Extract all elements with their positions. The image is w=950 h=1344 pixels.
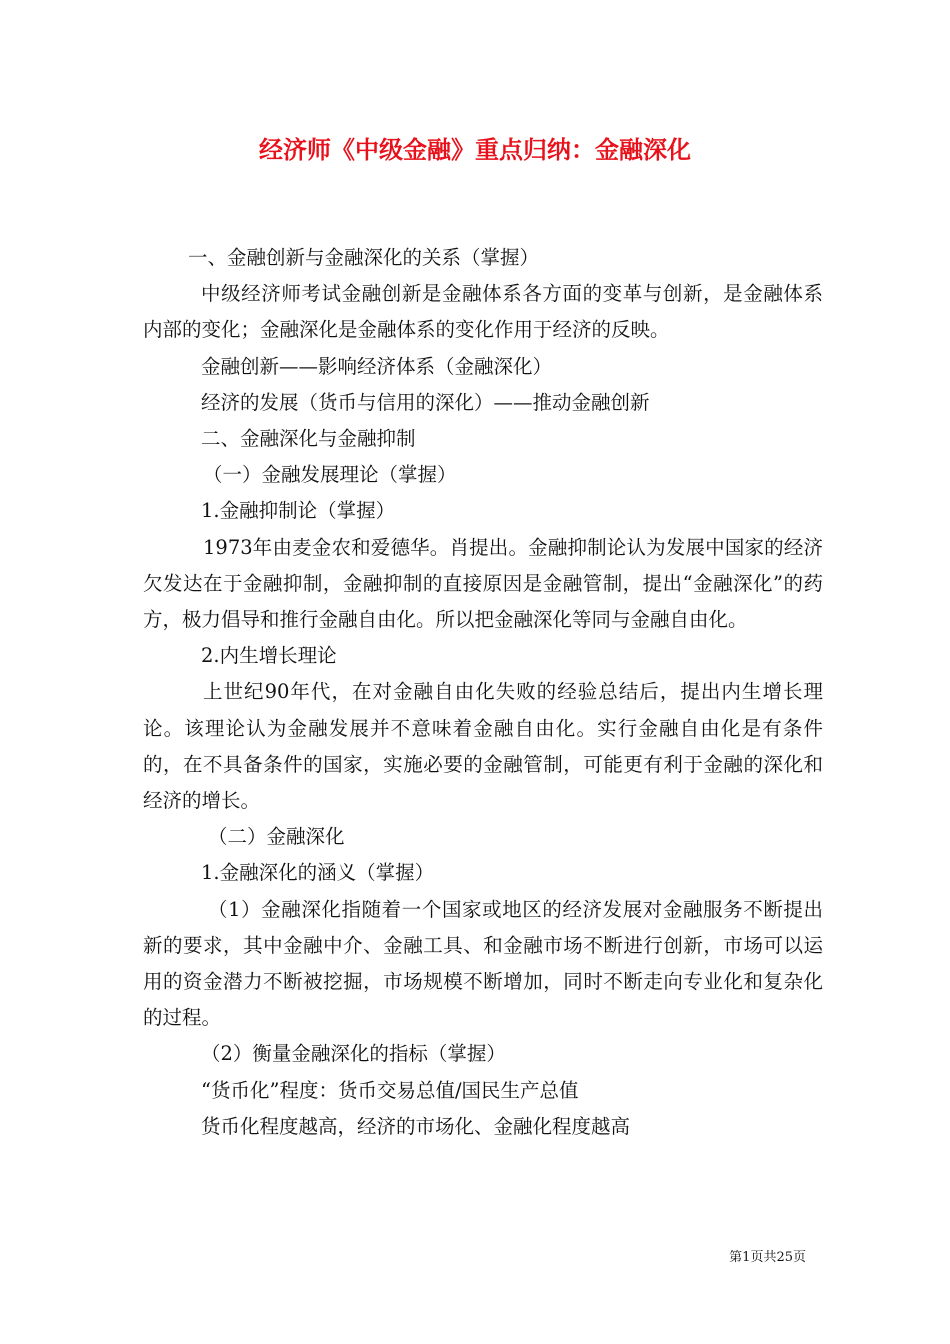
paragraph: 上世纪90年代，在对金融自由化失败的经验总结后，提出内生增长理论。该理论认为金融发展并不意味着金融自由化。实行金融自由化是有条件的，在不具备条件的国家，实施必要的金融管制，可能更有利于金融的深化和经济的增长。 xyxy=(143,680,823,813)
paragraph: （1）金融深化指随着一个国家或地区的经济发展对金融服务不断提出新的要求，其中金融中介、金融工具、和金融市场不断进行创新，市场可以运用的资金潜力不断被挖掘，市场规模不断增加，同时不断走向专业化和复杂化的过程。 xyxy=(143,897,823,1030)
item-heading: 1.金融深化的涵义（掌握） xyxy=(201,861,435,885)
subsection-heading: （一）金融发展理论（掌握） xyxy=(203,463,457,487)
paragraph: 经济的发展（货币与信用的深化）——推动金融创新 xyxy=(201,390,650,414)
paragraph: 货币化程度越高，经济的市场化、金融化程度越高 xyxy=(201,1114,631,1138)
paragraph: “货币化”程度：货币交易总值/国民生产总值 xyxy=(201,1078,579,1102)
document-title: 经济师《中级金融》重点归纳：金融深化 xyxy=(259,135,691,164)
paragraph: 中级经济师考试金融创新是金融体系各方面的变革与创新，是金融体系内部的变化；金融深化是金融体系的变化作用于经济的反映。 xyxy=(143,282,823,342)
paragraph: 金融创新——影响经济体系（金融深化） xyxy=(201,354,553,378)
item-heading: （2）衡量金融深化的指标（掌握） xyxy=(201,1042,506,1066)
item-heading: 2.内生增长理论 xyxy=(201,644,337,668)
section-heading-1: 一、金融创新与金融深化的关系（掌握） xyxy=(188,246,540,269)
section-heading-2: 二、金融深化与金融抑制 xyxy=(201,427,416,451)
item-heading: 1.金融抑制论（掌握） xyxy=(201,499,396,523)
page-number: 第1页共25页 xyxy=(729,1250,806,1265)
subsection-heading: （二）金融深化 xyxy=(208,825,345,849)
document-body xyxy=(143,240,823,1145)
paragraph: 1973年由麦金农和爱德华。肖提出。金融抑制论认为发展中国家的经济欠发达在于金融抑制，金融抑制的直接原因是金融管制，提出“金融深化”的药方，极力倡导和推行金融自由化。所以把金融深化等同与金融自由化。 xyxy=(143,535,823,632)
